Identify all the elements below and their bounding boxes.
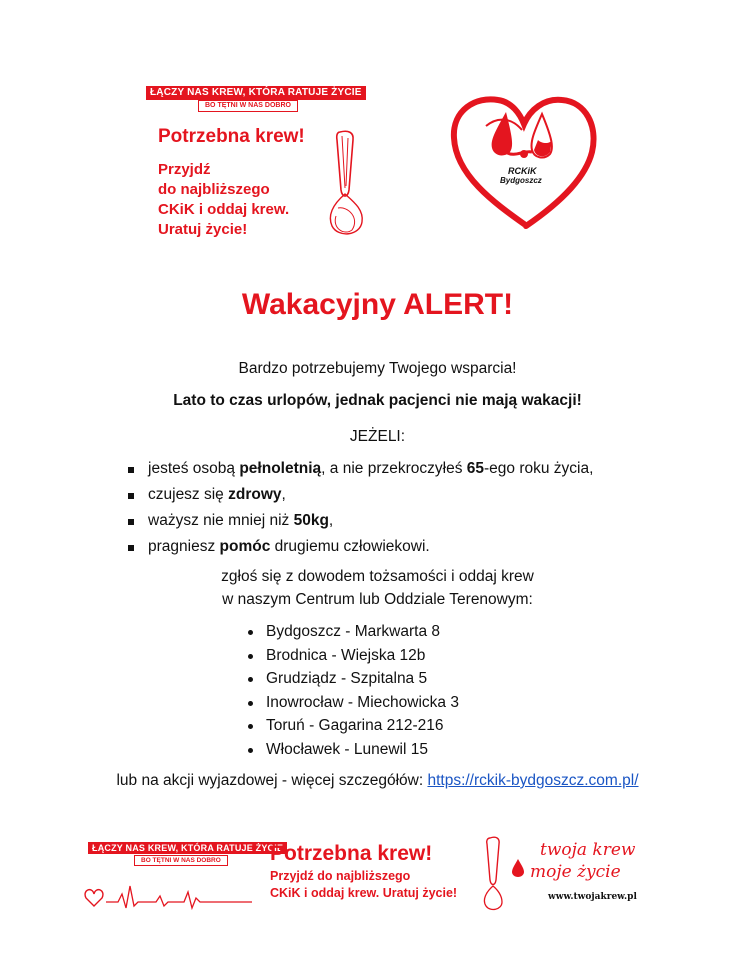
list-item: [248, 645, 459, 669]
heartbeat-line-icon: [84, 872, 254, 912]
condition-text: ważysz nie mniej niż: [148, 512, 294, 529]
list-item: [248, 621, 459, 645]
intro-text: Bardzo potrzebujemy Twojego wsparcia!: [238, 360, 517, 377]
location-text: Inowrocław - Miechowicka 3: [266, 693, 459, 711]
square-bullet-icon: [128, 545, 134, 551]
top-promo-line: Przyjdź: [158, 161, 211, 178]
list-item: [248, 668, 459, 692]
logo-name: RCKiK: [508, 166, 537, 176]
bullet-icon: [248, 748, 253, 753]
location-text: Grudziądz - Szpitalna 5: [266, 670, 428, 687]
top-promo-line: CKiK i oddaj krew.: [158, 201, 290, 218]
condition-text: , a nie przekroczyłeś: [321, 460, 467, 477]
top-promo-title: Potrzebna krew!: [158, 126, 305, 147]
top-promo-line: Uratuj życie!: [158, 221, 248, 238]
bottom-slogan: ŁĄCZY NAS KREW, KTÓRA RATUJE ŻYCIE: [88, 842, 287, 854]
condition-bold: 65: [466, 460, 485, 477]
exclamation-scribble-icon: [318, 128, 374, 243]
blood-drop-icon: [510, 858, 526, 878]
list-item: [128, 484, 593, 510]
condition-text: pragniesz: [148, 538, 220, 555]
script-line-1: twoja krew: [540, 840, 636, 860]
bullet-icon: [248, 654, 253, 659]
logo-city: Bydgoszcz: [500, 176, 542, 185]
list-item: [248, 739, 459, 763]
condition-text: -ego roku życia,: [484, 460, 594, 477]
website-link[interactable]: https://rckik-bydgoszcz.com.pl/: [427, 772, 639, 789]
top-promo-line: do najbliższego: [158, 181, 270, 198]
bottom-promo-title: Potrzebna krew!: [270, 842, 433, 865]
location-text: Toruń - Gagarina 212-216: [266, 717, 444, 734]
bullet-icon: [248, 677, 253, 682]
location-text: Bydgoszcz - Markwarta 8: [266, 623, 440, 640]
bullet-icon: [248, 701, 253, 706]
condition-text: ,: [328, 512, 334, 529]
condition-bold: zdrowy: [228, 486, 282, 503]
bottom-promo-line-1: Przyjdź do najbliższego: [270, 869, 411, 883]
bottom-promo-line-2: CKiK i oddaj krew. Uratuj życie!: [270, 886, 458, 900]
top-slogan: ŁĄCZY NAS KREW, KTÓRA RATUJE ŻYCIE: [146, 86, 366, 100]
if-label: JEŻELI:: [349, 428, 406, 445]
conditions-list: [128, 458, 593, 562]
square-bullet-icon: [128, 493, 134, 499]
bottom-sub-slogan: BO TĘTNI W NAS DOBRO: [134, 855, 228, 866]
condition-bold: pomóc: [219, 538, 271, 555]
call-line-2: w naszym Centrum lub Oddziale Terenowym:: [222, 591, 533, 608]
rckik-heart-logo: [446, 92, 600, 232]
condition-text: drugiemu człowiekowi.: [270, 538, 430, 555]
condition-bold: 50kg: [293, 512, 329, 529]
condition-text: czujesz się: [148, 486, 229, 503]
emphasis-text: Lato to czas urlopów, jednak pacjenci nie mają wakacji!: [173, 392, 582, 409]
website-text: www.twojakrew.pl: [548, 892, 637, 902]
list-item: [128, 536, 593, 562]
footer-text: lub na akcji wyjazdowej - więcej szczegółów:: [116, 772, 428, 789]
square-bullet-icon: [128, 519, 134, 525]
top-sub-slogan: BO TĘTNI W NAS DOBRO: [198, 100, 298, 112]
list-item: [128, 510, 593, 536]
list-item: [248, 692, 459, 716]
page-title: Wakacyjny ALERT!: [241, 288, 514, 321]
footer-line: [0, 772, 755, 790]
list-item: [248, 715, 459, 739]
list-item: [128, 458, 593, 484]
condition-text: jesteś osobą: [148, 460, 240, 477]
exclamation-scribble-icon: [476, 834, 510, 914]
top-promo-text: [158, 160, 289, 240]
condition-text: ,: [281, 486, 286, 503]
condition-bold: pełnoletnią: [239, 460, 322, 477]
script-line-2: moje życie: [530, 862, 621, 882]
bullet-icon: [248, 630, 253, 635]
location-text: Włocławek - Lunewil 15: [266, 740, 428, 758]
location-text: Brodnica - Wiejska 12b: [266, 646, 426, 664]
call-line-1: zgłoś się z dowodem tożsamości i oddaj krew: [221, 568, 534, 585]
locations-list: [248, 621, 459, 762]
bullet-icon: [248, 724, 253, 729]
square-bullet-icon: [128, 467, 134, 473]
